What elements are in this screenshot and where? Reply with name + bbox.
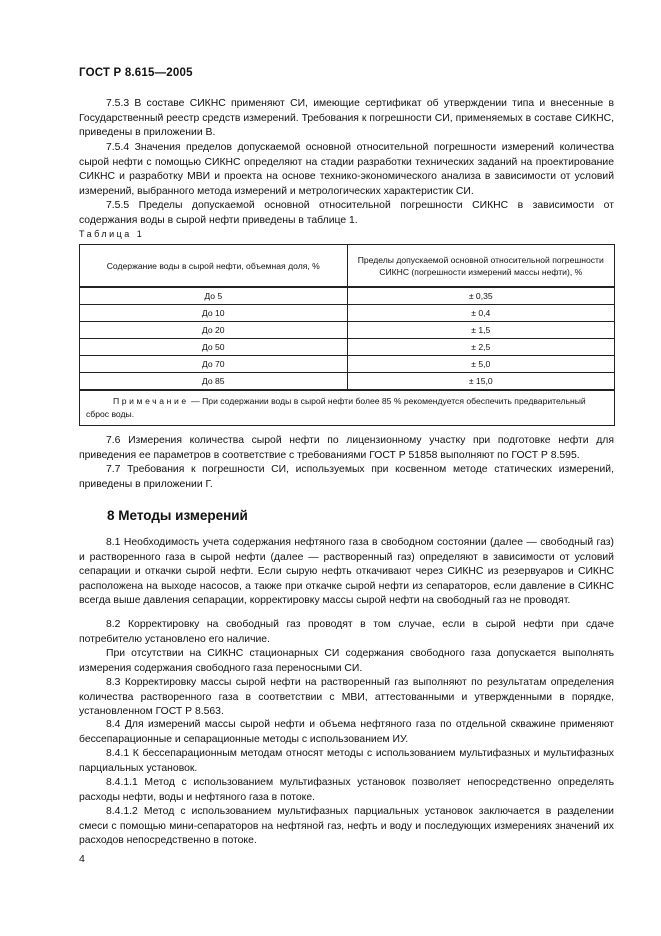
error-cell: ± 2,5: [347, 339, 615, 356]
table-row: [80, 373, 615, 391]
water-cell: До 85: [80, 373, 348, 391]
table-row: [80, 322, 615, 339]
water-cell: До 5: [80, 287, 348, 305]
note-label: Примечание: [113, 396, 189, 406]
paragraph-8-4-1-1: 8.4.1.1 Метод с использованием мультифазных установок позволяет непосредственно определять расходы нефти, воды и нефтяного газа в потоке.: [79, 777, 614, 803]
document-code: ГОСТ Р 8.615—2005: [79, 67, 193, 79]
table-caption: Таблица 1: [79, 229, 145, 239]
section-title: 8 Методы измерений: [107, 508, 248, 523]
water-cell: До 20: [80, 322, 348, 339]
table-row: [80, 305, 615, 322]
paragraph-7-5-5: 7.5.5 Пределы допускаемой основной относительной погрешности СИКНС в зависимости от содержания воды в сырой нефти приведены в таблице 1.: [79, 200, 614, 226]
paragraph-8-3: 8.3 Корректировку массы сырой нефти на растворенный газ выполняют по результатам определения количества растворенного газа в соответствии с МВИ, аттестованными и утвержденными в порядке, установленном ГОСТ Р 8.563.: [79, 677, 614, 718]
paragraph-7-7: 7.7 Требования к погрешности СИ, используемых при косвенном методе статических измерений, приведены в приложении Г.: [79, 464, 614, 490]
table-row: [80, 356, 615, 373]
paragraph-8-2: 8.2 Корректировку на свободный газ проводят в том случае, если в сырой нефти при сдаче потребителю установлено его наличие.: [79, 619, 614, 645]
paragraph-7-5-3: 7.5.3 В составе СИКНС применяют СИ, имеющие сертификат об утверждении типа и внесенные в Государственный реестр средств измерений. Требования к погрешности СИ, применяемых в составе СИКНС, приведены в приложении В.: [79, 98, 614, 139]
water-cell: До 50: [80, 339, 348, 356]
paragraph-8-2-cont: При отсутствии на СИКНС стационарных СИ содержания свободного газа допускается выполнять измерения содержания свободного газа переносными СИ.: [79, 648, 614, 674]
table-row: [80, 339, 615, 356]
error-cell: ± 1,5: [347, 322, 615, 339]
paragraph-8-4-1: 8.4.1 К бессепарационным методам относят методы с использованием мультифазных и мультифазных парциальных установок.: [79, 748, 614, 774]
water-cell: До 70: [80, 356, 348, 373]
column-header-water: Содержание воды в сырой нефти, объемная доля, %: [80, 245, 348, 288]
paragraph-7-5-4: 7.5.4 Значения пределов допускаемой основной относительной погрешности измерений количества сырой нефти с помощью СИКНС определяют на стадии разработки технических заданий на проектирование СИКНС и разработку МВИ и проекта на основе технико-экономического анализа в зависимости от условий измерений, выбранного метода измерений и метрологических характеристик СИ.: [79, 142, 614, 197]
error-cell: ± 0,35: [347, 287, 615, 305]
paragraph-8-4-1-2: 8.4.1.2 Метод с использованием мультифазных парциальных установок заключается в разделении смеси с помощью мини-сепараторов на нефтяной газ, нефть и воду и последующих измерениях значений их расходов непосредственно в потоке.: [79, 806, 614, 847]
column-header-error: Пределы допускаемой основной относительной погрешности СИКНС (погрешности измерений массы нефти), %: [347, 245, 615, 288]
water-content-error-table: [79, 244, 615, 426]
table-note: [80, 390, 615, 426]
note-text: — При содержании воды в сырой нефти более 85 % рекомендуется обеспечить предварительный сброс воды.: [86, 396, 586, 419]
error-cell: ± 5,0: [347, 356, 615, 373]
paragraph-8-4: 8.4 Для измерений массы сырой нефти и объема нефтяного газа по отдельной скважине применяют бессепарационные и сепарационные методы с использованием ИУ.: [79, 719, 614, 745]
paragraph-8-1: 8.1 Необходимость учета содержания нефтяного газа в свободном состоянии (далее — свободный газ) и растворенного газа в сырой нефти (далее — растворенный газ) определяют в зависимости от условий сепарации и откачки сырой нефти. Если сырую нефть откачивают через СИКНС из резервуаров и СИКНС расположена на выходе насосов, а также при откачке сырой нефти из сепараторов, если давление в СИКНС всегда выше давления сепарации, корректировку массы сырой нефти на свободный газ не проводят.: [79, 537, 614, 607]
water-cell: До 10: [80, 305, 348, 322]
paragraph-7-6: 7.6 Измерения количества сырой нефти по лицензионному участку при подготовке нефти для приведения ее параметров в соответствие с требованиями ГОСТ Р 51858 выполняют по ГОСТ Р 8.595.: [79, 435, 614, 461]
table-note-row: [80, 390, 615, 426]
error-cell: ± 15,0: [347, 373, 615, 391]
error-cell: ± 0,4: [347, 305, 615, 322]
table-row: [80, 287, 615, 305]
table-header-row: [80, 245, 615, 288]
page-number: 4: [79, 853, 85, 865]
